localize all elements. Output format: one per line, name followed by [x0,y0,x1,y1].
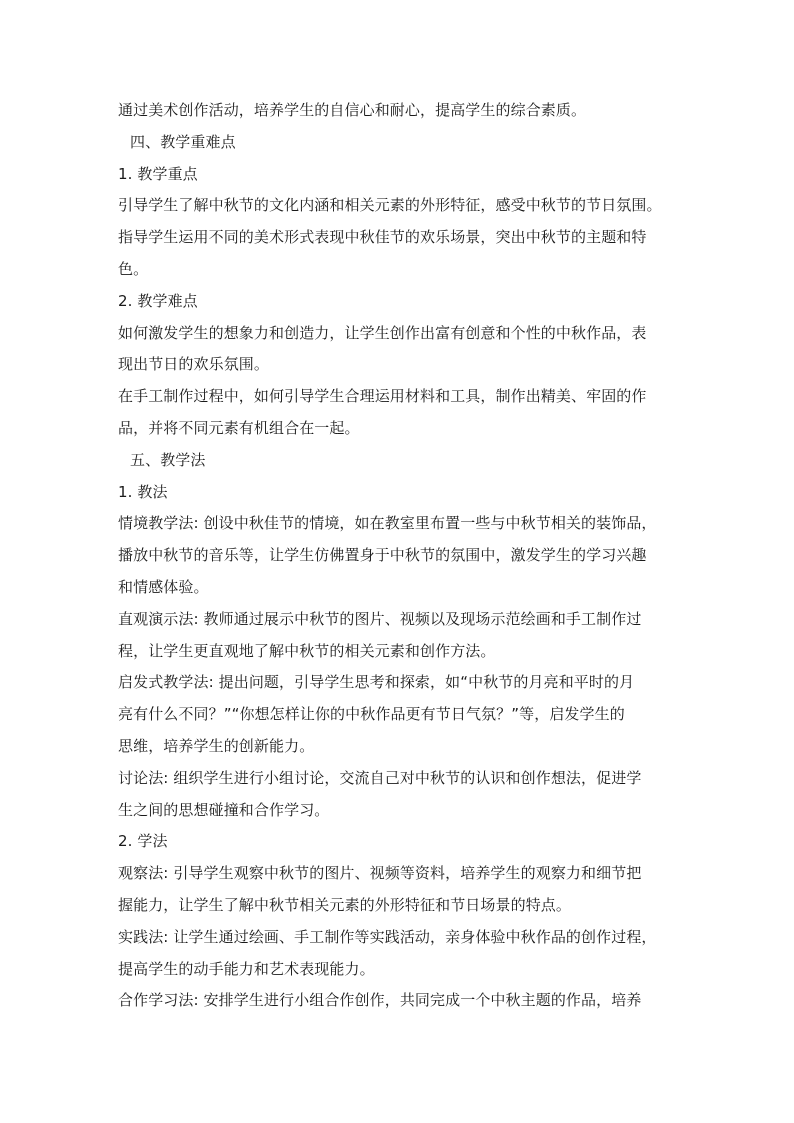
paragraph-line: 色。 [118,259,149,278]
paragraph-line: 启发式教学法: 提出问题，引导学生思考和探索，如“中秋节的月亮和平时的月 [118,673,635,692]
paragraph-line: 直观演示法: 教师通过展示中秋节的图片、视频以及现场示范绘画和手工制作过 [118,609,642,628]
section-heading: 四、教学重难点 [130,132,236,151]
paragraph-line: 情境教学法: 创设中秋佳节的情境，如在教室里布置一些与中秋节相关的装饰品， [118,514,657,533]
paragraph-line: 播放中秋节的音乐等，让学生仿佛置身于中秋节的氛围中，激发学生的学习兴趣 [118,546,647,565]
paragraph-line: 讨论法: 组织学生进行小组讨论，交流自己对中秋节的认识和创作想法，促进学 [118,768,642,787]
paragraph-line: 思维，培养学生的创新能力。 [118,736,315,755]
paragraph-line: 品，并将不同元素有机组合在一起。 [118,418,360,437]
paragraph-line: 亮有什么不同？”“你想怎样让你的中秋作品更有节日气氛？”等，启发学生的 [118,705,625,724]
paragraph-line: 生之间的思想碰撞和合作学习。 [118,800,330,819]
subsection-heading: 2. 教学难点 [118,291,198,310]
paragraph-line: 通过美术创作活动，培养学生的自信心和耐心，提高学生的综合素质。 [118,101,587,119]
paragraph-line: 引导学生了解中秋节的文化内涵和相关元素的外形特征，感受中秋节的节日氛围。 [118,196,662,215]
paragraph-line: 如何激发学生的想象力和创造力，让学生创作出富有创意和个性的中秋作品，表 [118,323,647,342]
paragraph-line: 提高学生的动手能力和艺术表现能力。 [118,959,375,978]
paragraph-line: 和情感体验。 [118,577,209,596]
paragraph-line: 程，让学生更直观地了解中秋节的相关元素和创作方法。 [118,641,496,660]
document-body [118,95,678,1017]
subsection-heading: 2. 学法 [118,832,168,851]
paragraph-line: 在手工制作过程中，如何引导学生合理运用材料和工具，制作出精美、牢固的作 [118,387,647,406]
paragraph-line: 现出节日的欢乐氛围。 [118,355,270,374]
paragraph-line: 指导学生运用不同的美术形式表现中秋佳节的欢乐场景，突出中秋节的主题和特 [118,228,647,247]
subsection-heading: 1. 教学重点 [118,164,198,183]
paragraph-line: 握能力，让学生了解中秋节相关元素的外形特征和节日场景的特点。 [118,895,572,914]
paragraph-line: 观察法: 引导学生观察中秋节的图片、视频等资料，培养学生的观察力和细节把 [118,864,642,883]
section-heading: 五、教学法 [130,450,206,469]
paragraph-line: 合作学习法: 安排学生进行小组合作创作，共同完成一个中秋主题的作品，培养 [118,991,642,1010]
subsection-heading: 1. 教法 [118,482,168,501]
paragraph-line: 实践法: 让学生通过绘画、手工制作等实践活动，亲身体验中秋作品的创作过程， [118,927,657,946]
